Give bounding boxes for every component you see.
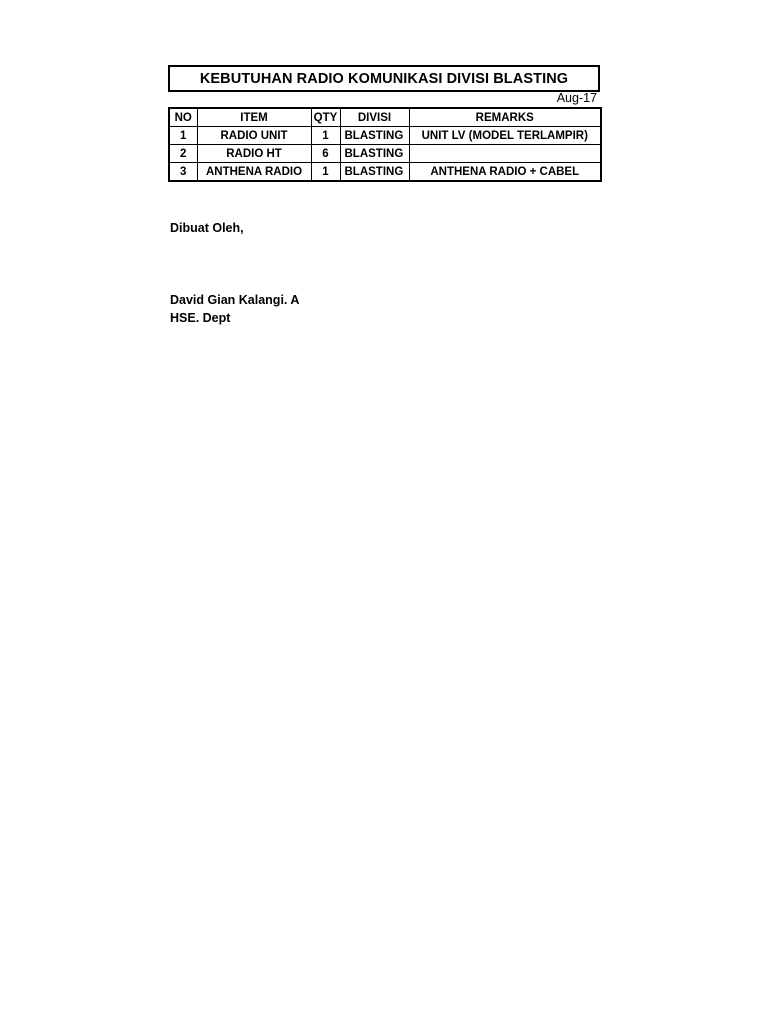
table-row: [169, 127, 601, 145]
cell-no: 3: [169, 163, 197, 182]
cell-divisi: BLASTING: [340, 163, 409, 182]
cell-remarks: UNIT LV (MODEL TERLAMPIR): [409, 127, 601, 145]
signer-department: HSE. Dept: [170, 311, 231, 325]
signer-name: David Gian Kalangi. A: [170, 293, 300, 307]
table-row: [169, 163, 601, 182]
cell-no: 1: [169, 127, 197, 145]
document-date: Aug-17: [556, 91, 597, 105]
header-remarks: REMARKS: [409, 108, 601, 127]
cell-no: 2: [169, 145, 197, 163]
cell-qty: 6: [311, 145, 340, 163]
cell-remarks: ANTHENA RADIO + CABEL: [409, 163, 601, 182]
cell-qty: 1: [311, 127, 340, 145]
cell-divisi: BLASTING: [340, 127, 409, 145]
cell-item: RADIO UNIT: [197, 127, 311, 145]
document-title: [168, 65, 600, 92]
cell-item: RADIO HT: [197, 145, 311, 163]
cell-divisi: BLASTING: [340, 145, 409, 163]
document-title-text: KEBUTUHAN RADIO KOMUNIKASI DIVISI BLASTING: [199, 70, 569, 87]
cell-qty: 1: [311, 163, 340, 182]
table-header-row: [169, 108, 601, 127]
header-no: NO: [169, 108, 197, 127]
header-item: ITEM: [197, 108, 311, 127]
header-qty: QTY: [311, 108, 340, 127]
requirements-table: [168, 107, 602, 182]
cell-item: ANTHENA RADIO: [197, 163, 311, 182]
header-divisi: DIVISI: [340, 108, 409, 127]
cell-remarks: [409, 145, 601, 163]
signature-label: Dibuat Oleh,: [170, 221, 244, 235]
table-row: [169, 145, 601, 163]
